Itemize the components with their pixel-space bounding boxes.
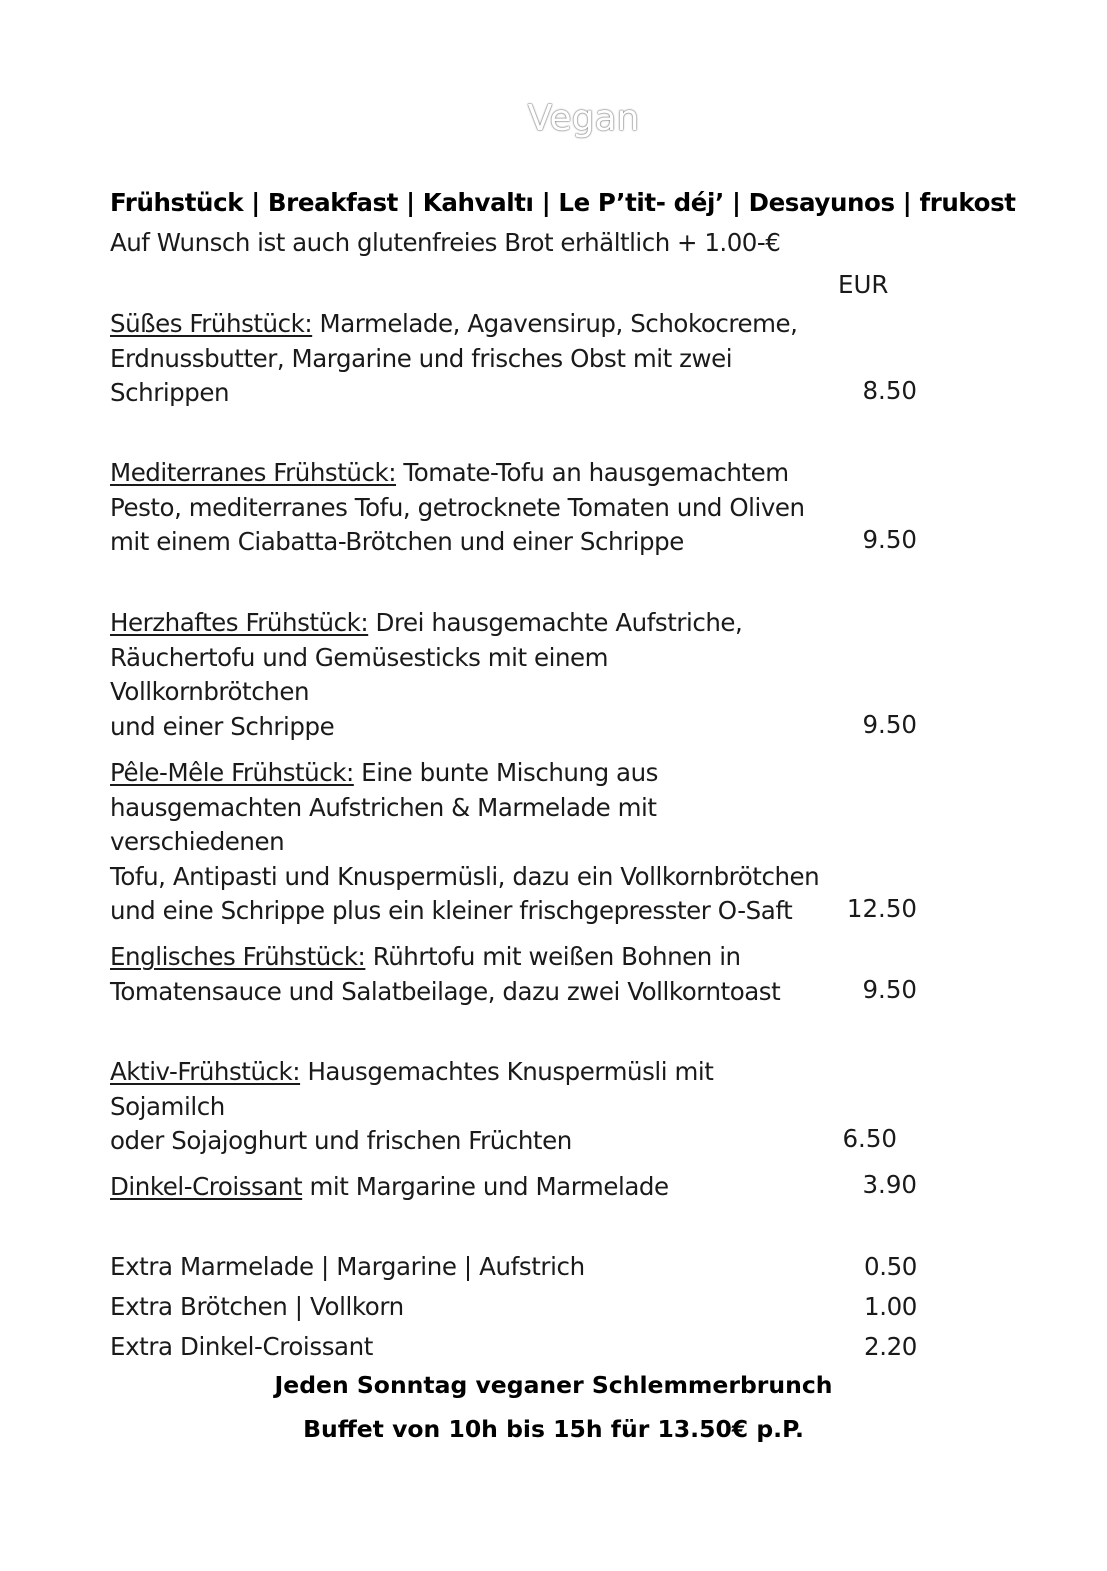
extra-item-label: Extra Marmelade | Margarine | Aufstrich [110,1252,585,1281]
menu-item-name: Englisches Frühstück: [110,942,366,971]
menu-item-price: 6.50 [842,1124,897,1153]
menu-item-price: 3.90 [862,1170,917,1199]
menu-item-description: Eine bunte Mischung aus hausgemachten Aufstrichen & Marmelade mit verschiedenen Tofu, Antipasti und Knuspermüsli, dazu ein Vollkornbrötchen und eine Schrippe plus ein kleiner frischgepresster O-Saft [110,758,820,925]
menu-item-suesses-fruehstueck [110,307,917,411]
menu-item-description: Drei hausgemachte Aufstriche, Räuchertofu und Gemüsesticks mit einem Vollkornbrötchen und einer Schrippe [110,608,743,741]
menu-item-name: Süßes Frühstück: [110,309,313,338]
menu-item-description: Tomate-Tofu an hausgemachtem Pesto, mediterranes Tofu, getrocknete Tomaten und Oliven mit einem Ciabatta-Brötchen und einer Schrippe [110,458,805,556]
menu-item-name: Mediterranes Frühstück: [110,458,397,487]
menu-item-description: Marmelade, Agavensirup, Schokocreme, Erdnussbutter, Margarine und frisches Obst mit zwei Schrippen [110,309,798,407]
menu-item-aktiv-fruehstueck [110,1055,910,1159]
menu-item-name: Herzhaftes Frühstück: [110,608,369,637]
menu-item-dinkel-croissant [110,1170,917,1205]
extra-item-price: 1.00 [864,1292,917,1321]
menu-item-price: 8.50 [862,376,917,405]
extra-item [110,1250,917,1284]
page-title: Vegan [527,98,640,139]
menu-item-description: Hausgemachtes Knuspermüsli mit Sojamilch oder Sojajoghurt und frischen Früchten [110,1057,714,1155]
menu-item-name: Pêle-Mêle Frühstück: [110,758,354,787]
section-heading: Frühstück | Breakfast | Kahvaltı | Le P’tit- déj’ | Desayunos | frukost [110,188,1016,217]
extra-item-price: 2.20 [864,1332,917,1361]
brunch-details: Buffet von 10h bis 15h für 13.50€ p.P. [303,1415,804,1443]
menu-item-price: 9.50 [862,709,917,739]
menu-item-englisches-fruehstueck [110,940,917,1009]
menu-item-description: Rührtofu mit weißen Bohnen in Tomatensauce und Salatbeilage, dazu zwei Vollkorntoast [110,942,781,1006]
extra-item [110,1290,917,1324]
extra-item-label: Extra Brötchen | Vollkorn [110,1292,404,1321]
menu-item-herzhaftes-fruehstueck [110,606,917,744]
currency-label: EUR [838,270,889,299]
menu-item-name: Dinkel-Croissant [110,1172,303,1201]
gluten-free-note: Auf Wunsch ist auch glutenfreies Brot erhältlich + 1.00-€ [110,228,781,257]
extra-item-label: Extra Dinkel-Croissant [110,1332,374,1361]
menu-item-description: mit Margarine und Marmelade [309,1172,669,1201]
brunch-announcement: Jeden Sonntag veganer Schlemmerbrunch [274,1371,833,1399]
menu-item-price: 9.50 [862,974,917,1004]
menu-item-pele-mele-fruehstueck [110,756,917,929]
menu-item-name: Aktiv-Frühstück: [110,1057,301,1086]
extra-item-price: 0.50 [864,1252,917,1281]
extra-item [110,1330,917,1364]
menu-item-price: 12.50 [846,894,917,923]
menu-item-price: 9.50 [862,525,917,554]
menu-item-mediterranes-fruehstueck [110,456,917,560]
